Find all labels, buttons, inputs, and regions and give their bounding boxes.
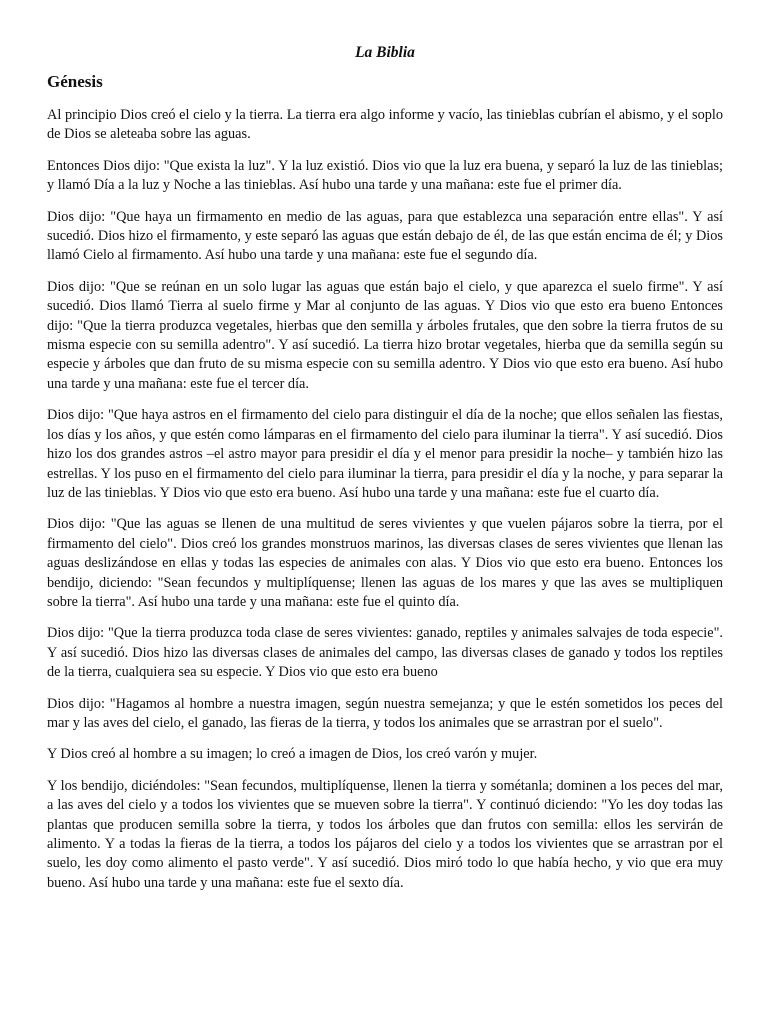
paragraph: Y los bendijo, diciéndoles: "Sean fecundos, multiplíquense, llenen la tierra y sométanla; dominen a los peces del mar, a las aves del cielo y a todos los vivientes que se mueven sobre la tierra". Y continuó diciendo: "Yo les doy todas las plantas que producen semilla sobre la tierra, y todos los árboles que dan frutos con semilla: ellos les servirán de alimento. Y a todas la fieras de la tierra, a todos los pájaros del cielo y a todos los vivientes que se arrastran por el suelo, les doy como alimento el pasto verde". Y así sucedió. Dios miró todo lo que había hecho, y vio que era muy bueno. Así hubo una tarde y una mañana: este fue el sexto día. (47, 777, 723, 891)
paragraph: Al principio Dios creó el cielo y la tierra. La tierra era algo informe y vacío, las tinieblas cubrían el abismo, y el soplo de Dios se aleteaba sobre las aguas. (47, 107, 723, 143)
paragraph: Y Dios creó al hombre a su imagen; lo creó a imagen de Dios, los creó varón y mujer. (47, 746, 538, 763)
section-heading: Génesis (47, 72, 103, 91)
paragraph: Dios dijo: "Que la tierra produzca toda clase de seres vivientes: ganado, reptiles y animales salvajes de toda especie". Y así sucedió. Dios hizo las diversas clases de animales del campo, las diversas clases de ganado y todos los reptiles de la tierra, cualquiera sea su especie. Y Dios vio que esto era bueno (47, 625, 723, 681)
document-page (47, 40, 723, 905)
paragraph: Dios dijo: "Que haya astros en el firmamento del cielo para distinguir el día de la noche; que ellos señalen las fiestas, los días y los años, y que estén como lámparas en el firmamento del cielo para iluminar la tierra". Y así sucedió. Dios hizo los dos grandes astros –el astro mayor para presidir el día y el menor para presidir la noche– y también hizo las estrellas. Y los puso en el firmamento del cielo para iluminar la tierra, para presidir el día y la noche, y para separar la luz de las tinieblas. Y Dios vio que esto era bueno. Así hubo una tarde y una mañana: este fue el cuarto día. (47, 407, 723, 501)
paragraph: Dios dijo: "Hagamos al hombre a nuestra imagen, según nuestra semejanza; y que le estén sometidos los peces del mar y las aves del cielo, el ganado, las fieras de la tierra, y todos los animales que se arrastran por el suelo". (47, 695, 723, 731)
paragraph: Dios dijo: "Que se reúnan en un solo lugar las aguas que están bajo el cielo, y que aparezca el suelo firme". Y así sucedió. Dios llamó Tierra al suelo firme y Mar al conjunto de las aguas. Y Dios vio que esto era bueno Entonces dijo: "Que la tierra produzca vegetales, hierbas que den semilla y árboles frutales, que den sobre la tierra frutos de su misma especie con su semilla adentro". Y así sucedió. La tierra hizo brotar vegetales, hierba que da semilla según su especie y árboles que dan fruto de su misma especie con su semilla adentro. Y Dios vio que esto era bueno. Así hubo una tarde y una mañana: este fue el tercer día. (47, 278, 723, 392)
paragraph: Dios dijo: "Que las aguas se llenen de una multitud de seres vivientes y que vuelen pájaros sobre la tierra, por el firmamento del cielo". Dios creó los grandes monstruos marinos, las diversas clases de seres vivientes que llenan las aguas deslizándose en ellas y todas las especies de animales con alas. Y Dios vio que esto era bueno. Entonces los bendijo, diciendo: "Sean fecundos y multiplíquense; llenen las aguas de los mares y que las aves se multipliquen sobre la tierra". Así hubo una tarde y una mañana: este fue el quinto día. (47, 516, 723, 610)
paragraph: Dios dijo: "Que haya un firmamento en medio de las aguas, para que establezca una separación entre ellas". Y así sucedió. Dios hizo el firmamento, y este separó las aguas que están debajo de él, de las que están encima de él; y Dios llamó Cielo al firmamento. Así hubo una tarde y una mañana: este fue el segundo día. (47, 208, 723, 264)
paragraph: Entonces Dios dijo: "Que exista la luz". Y la luz existió. Dios vio que la luz era buena, y separó la luz de las tinieblas; y llamó Día a la luz y Noche a las tinieblas. Así hubo una tarde y una mañana: este fue el primer día. (47, 157, 723, 194)
document-title: La Biblia (355, 44, 415, 61)
